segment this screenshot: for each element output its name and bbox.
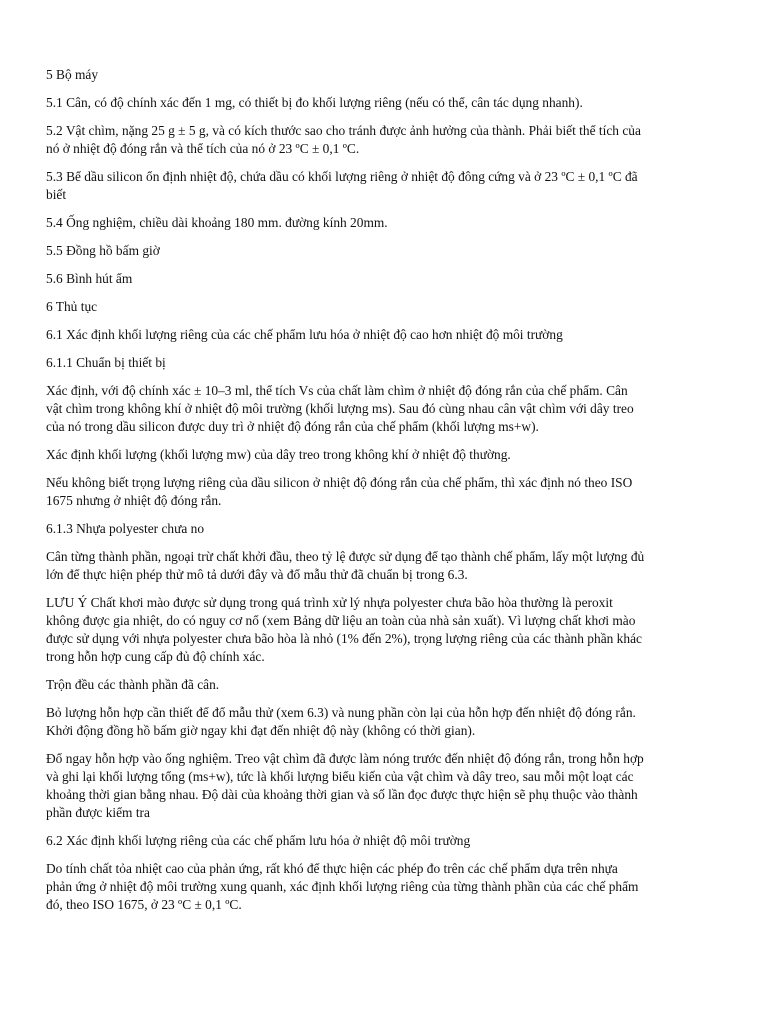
paragraph-mix: Trộn đều các thành phần đã cân. (46, 677, 220, 692)
note-paragraph: LƯU Ý Chất khơi mào được sử dụng trong quá trình xử lý nhựa polyester chưa bão hòa thường là peroxit không được gia nhiệt, do có nguy cơ nổ (xem Bảng dữ liệu an toàn của nhà sản xuất). Vì lượng chất khơi mào được sử dụng với nhựa polyester chưa bão hòa là nhỏ (1% đến 2%), trọng lượng riêng của các thành phần khác trong hỗn hợp cung cấp đủ độ chính xác. (46, 595, 642, 664)
paragraph-pour-mixture: Đổ ngay hỗn hợp vào ống nghiệm. Treo vật chìm đã được làm nóng trước đến nhiệt độ đóng rắn, trong hỗn hợp và ghi lại khối lượng tổng (ms+w), tức là khối lượng biểu kiến của vật chìm và dây treo, sau mỗi một loạt các khoảng thời gian bằng nhau. Độ dài của khoảng thời gian và số lần đọc được thực hiện sẽ phụ thuộc vào thành phần được kiểm tra (46, 751, 644, 820)
paragraph-ambient-determination: Do tính chất tỏa nhiệt cao của phản ứng, rất khó để thực hiện các phép đo trên các chế phẩm dựa trên nhựa phản ứng ở nhiệt độ môi trường xung quanh, xác định khối lượng riêng của từng thành phần của các chế phẩm đó, theo ISO 1675, ở 23 ºC ± 0,1 ºC. (46, 861, 639, 912)
paragraph-5-3: 5.3 Bể dầu silicon ổn định nhiệt độ, chứa dầu có khối lượng riêng ở nhiệt độ đông cứng và ở 23 ºC ± 0,1 ºC đã biết (46, 169, 638, 202)
paragraph-wire-mass: Xác định khối lượng (khối lượng mw) của dây treo trong không khí ở nhiệt độ thường. (46, 447, 511, 462)
subsection-heading-6-2: 6.2 Xác định khối lượng riêng của các chế phẩm lưu hóa ở nhiệt độ môi trường (46, 833, 471, 848)
subsection-heading-6-1-3: 6.1.3 Nhựa polyester chưa no (46, 521, 205, 536)
subsection-heading-6-1: 6.1 Xác định khối lượng riêng của các chế phẩm lưu hóa ở nhiệt độ cao hơn nhiệt độ môi trường (46, 327, 563, 342)
subsection-heading-6-1-1: 6.1.1 Chuẩn bị thiết bị (46, 355, 166, 370)
document-page (46, 66, 646, 924)
paragraph-5-4: 5.4 Ống nghiệm, chiều dài khoảng 180 mm. đường kính 20mm. (46, 215, 388, 230)
paragraph-5-6: 5.6 Bình hút ẩm (46, 271, 133, 286)
paragraph-oil-density: Nếu không biết trọng lượng riêng của dầu silicon ở nhiệt độ đóng rắn của chế phẩm, thì xác định nó theo ISO 1675 nhưng ở nhiệt độ đóng rắn. (46, 475, 633, 508)
paragraph-heat-mixture: Bỏ lượng hỗn hợp cần thiết để đổ mẫu thử (xem 6.3) và nung phần còn lại của hỗn hợp đến nhiệt độ đóng rắn. Khởi động đồng hồ bấm giờ ngay khi đạt đến nhiệt độ này (không có thời gian). (46, 705, 636, 738)
section-heading-5: 5 Bộ máy (46, 67, 99, 82)
paragraph-weigh-components: Cân từng thành phần, ngoại trừ chất khởi đầu, theo tỷ lệ được sử dụng để tạo thành chế phẩm, lấy một lượng đủ lớn để thực hiện phép thử mô tả dưới đây và đổ mẫu thử đã chuẩn bị trong 6.3. (46, 549, 645, 582)
paragraph-5-5: 5.5 Đồng hồ bấm giờ (46, 243, 160, 258)
paragraph-volume-determination: Xác định, với độ chính xác ± 10–3 ml, thể tích Vs của chất làm chìm ở nhiệt độ đóng rắn của chế phẩm. Cân vật chìm trong không khí ở nhiệt độ môi trường (khối lượng ms). Sau đó cùng nhau cân vật chìm với dây treo của nó trong dầu silicon được duy trì ở nhiệt độ đóng rắn của chế phẩm (khối lượng ms+w). (46, 383, 634, 434)
paragraph-5-2: 5.2 Vật chìm, nặng 25 g ± 5 g, và có kích thước sao cho tránh được ảnh hưởng của thành. Phải biết thể tích của nó ở nhiệt độ đóng rắn và thể tích của nó ở 23 ºC ± 0,1 ºC. (46, 123, 641, 156)
paragraph-5-1: 5.1 Cân, có độ chính xác đến 1 mg, có thiết bị đo khối lượng riêng (nếu có thể, cân tác dụng nhanh). (46, 95, 583, 110)
section-heading-6: 6 Thủ tục (46, 299, 98, 314)
